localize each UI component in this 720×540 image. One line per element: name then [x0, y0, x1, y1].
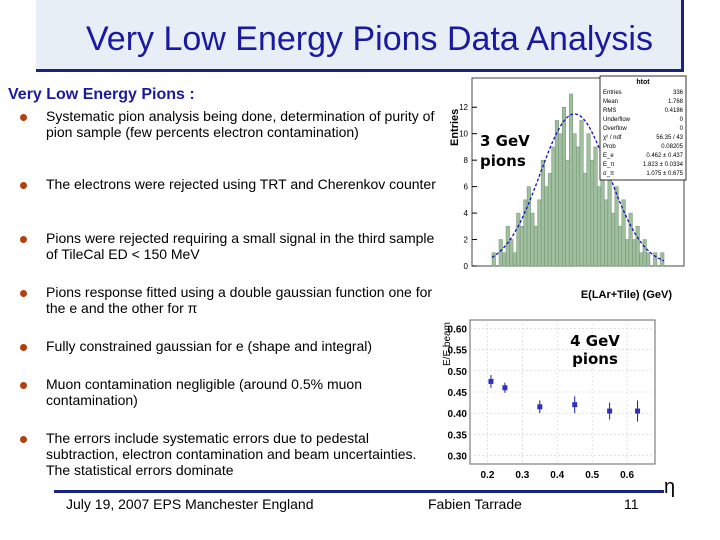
- histogram-bar: [622, 200, 626, 266]
- histogram-bar: [510, 240, 514, 266]
- stats-value: 1.823 ± 0.0334: [643, 162, 683, 168]
- histogram-bar: [552, 147, 556, 266]
- stats-key: Overflow: [603, 126, 627, 132]
- histogram-bar: [597, 187, 601, 266]
- data-point: [488, 379, 493, 384]
- eta-axis-label: η: [664, 476, 676, 498]
- histogram-bar: [499, 240, 503, 266]
- y-tick-label: 0.40: [447, 409, 467, 421]
- y-tick-label: 4: [463, 209, 468, 219]
- x-tick-label: 0.5: [585, 470, 600, 481]
- stats-value: 1.768: [667, 99, 683, 105]
- histogram-bar: [639, 253, 643, 266]
- data-point: [502, 385, 507, 390]
- histogram-bar: [587, 134, 591, 266]
- histogram-bar: [625, 240, 629, 266]
- footer-divider: [54, 490, 664, 493]
- data-point: [607, 409, 612, 414]
- slide-title: Very Low Energy Pions Data Analysis: [86, 20, 653, 58]
- histogram-bar: [503, 253, 507, 266]
- y-tick-label: 8: [463, 156, 468, 166]
- y-tick-label: 6: [463, 182, 468, 192]
- y-tick-label: 0.45: [447, 388, 467, 399]
- histogram-bar: [548, 173, 552, 266]
- histogram-bar: [660, 253, 664, 266]
- x-axis-label: E(LAr+Tile) (GeV): [580, 289, 672, 301]
- scatter-plot: [440, 316, 660, 486]
- histogram-bar: [513, 253, 517, 266]
- histogram-bar: [618, 226, 622, 266]
- histogram-bar: [646, 253, 650, 266]
- histogram-bar: [580, 120, 584, 266]
- bullet-dot-icon: [20, 344, 27, 351]
- histogram-bar: [604, 200, 608, 266]
- y-tick-label: 0.35: [447, 430, 467, 442]
- histogram-bar: [520, 226, 524, 266]
- histogram-bar: [562, 107, 566, 266]
- stats-key: E_e: [603, 153, 614, 159]
- y-tick-label: 0.55: [447, 345, 467, 357]
- stats-key: RMS: [603, 108, 617, 114]
- stats-value: 0: [679, 126, 683, 132]
- histogram-bar: [583, 173, 587, 266]
- data-point: [537, 404, 542, 409]
- x-tick-label: 0.4: [550, 470, 565, 481]
- histogram-bar: [541, 160, 545, 266]
- stats-box: [600, 76, 686, 180]
- stats-value: 56.35 / 43: [656, 135, 683, 141]
- y-tick-label: 0.60: [447, 324, 467, 336]
- stats-key: σ_π: [603, 171, 615, 177]
- bullet-dot-icon: [20, 182, 27, 189]
- histogram-bar: [632, 240, 636, 266]
- histogram-bar: [524, 200, 528, 266]
- bullet-dot-icon: [20, 290, 27, 297]
- histogram-bar: [517, 213, 521, 266]
- histogram-bar: [653, 253, 657, 266]
- x-tick-label: 0.2: [480, 470, 495, 481]
- histogram-bar: [590, 160, 594, 266]
- stats-key: E_π: [603, 162, 615, 168]
- histogram-bar: [545, 187, 549, 266]
- histogram-bar: [559, 134, 563, 266]
- y-tick-label: 0.30: [447, 451, 467, 463]
- y-tick-label: 0: [463, 262, 468, 271]
- stats-key: Underflow: [603, 117, 631, 123]
- slide-number: 11: [624, 496, 639, 512]
- y-tick-label: 12: [459, 103, 468, 113]
- stats-value: 0: [679, 117, 683, 123]
- histogram-bar: [492, 253, 496, 266]
- histogram-bar: [569, 94, 573, 266]
- y-tick-label: 0.50: [447, 366, 467, 378]
- bullet-dot-icon: [20, 436, 27, 443]
- x-tick-label: 0.3: [515, 470, 530, 481]
- histogram-bar: [534, 226, 538, 266]
- x-tick-label: 0.6: [620, 470, 635, 481]
- histogram-plot: [440, 76, 690, 301]
- stats-key: Prob: [603, 144, 616, 150]
- stats-value: 0.4186: [664, 108, 683, 114]
- histogram-bar: [643, 240, 647, 266]
- stats-value: 0.08205: [661, 144, 683, 150]
- histogram-bar: [629, 213, 633, 266]
- histogram-bar: [573, 134, 577, 266]
- histogram-bar: [576, 147, 580, 266]
- histogram-bar: [555, 120, 559, 266]
- y-axis-label: E/E beam: [442, 322, 453, 366]
- section-heading: Very Low Energy Pions :: [8, 86, 195, 103]
- histogram-bar: [506, 226, 510, 266]
- stats-key: χ² / ndf: [603, 135, 622, 141]
- y-axis-label: Entries: [449, 108, 461, 146]
- histogram-bar: [594, 147, 598, 266]
- plot-annotation: 3 GeV pions: [480, 132, 530, 170]
- footer-author: Fabien Tarrade: [428, 496, 522, 512]
- histogram-bar: [566, 160, 570, 266]
- histogram-bar: [611, 213, 615, 266]
- title-banner: [36, 0, 684, 72]
- stats-value: 336: [672, 90, 683, 96]
- footer-date-venue: July 19, 2007 EPS Manchester England: [66, 496, 314, 512]
- stats-key: Mean: [603, 99, 619, 105]
- histogram-bar: [601, 173, 605, 266]
- bullet-dot-icon: [20, 382, 27, 389]
- data-point: [635, 409, 640, 414]
- stats-value: 0.462 ± 0.437: [646, 153, 683, 159]
- histogram-bar: [636, 226, 640, 266]
- plot-annotation: 4 GeV pions: [570, 332, 620, 368]
- stats-title: htot: [636, 79, 650, 86]
- histogram-bar: [538, 200, 542, 266]
- stats-value: 1.075 ± 0.675: [646, 171, 683, 177]
- bullet-dot-icon: [20, 114, 27, 121]
- y-tick-label: 2: [463, 235, 468, 245]
- data-point: [572, 402, 577, 407]
- bullet-dot-icon: [20, 236, 27, 243]
- stats-key: Entries: [603, 90, 622, 96]
- y-tick-label: 10: [459, 129, 468, 139]
- histogram-bar: [531, 213, 535, 266]
